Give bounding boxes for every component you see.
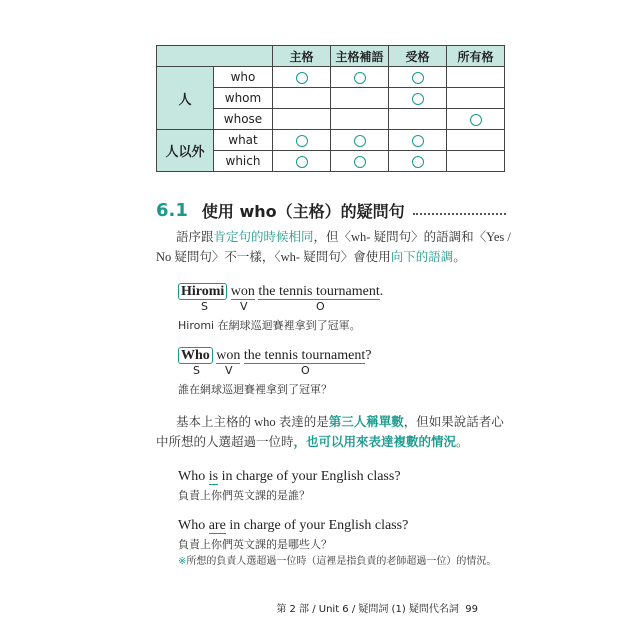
group-label: 人以外 xyxy=(157,130,214,172)
case-cell xyxy=(389,130,447,151)
section-heading xyxy=(156,198,506,222)
case-cell xyxy=(389,67,447,88)
example-1-s-label: S xyxy=(201,300,208,313)
pronoun-case-table xyxy=(156,45,505,172)
example-4-sentence xyxy=(178,518,408,534)
case-cell xyxy=(273,88,331,109)
pronoun-word: who xyxy=(214,67,273,88)
circle-mark-icon xyxy=(412,93,424,105)
example-1-sentence xyxy=(178,284,383,300)
case-cell xyxy=(447,67,505,88)
example-2-translation: 誰在網球巡迴賽裡拿到了冠軍？ xyxy=(178,383,332,396)
circle-mark-icon xyxy=(296,135,308,147)
circle-mark-icon xyxy=(354,156,366,168)
case-cell xyxy=(331,88,389,109)
section-number: 6.1 xyxy=(156,199,188,221)
intro-text-1: 語序跟 xyxy=(176,230,214,244)
header-objective: 受格 xyxy=(389,46,447,67)
case-cell xyxy=(447,88,505,109)
header-possessive: 所有格 xyxy=(447,46,505,67)
case-cell xyxy=(331,67,389,88)
example-2-object: the tennis tournament xyxy=(243,348,366,363)
case-cell xyxy=(331,109,389,130)
example-3-post: in charge of your English class? xyxy=(221,469,401,484)
example-4-note xyxy=(178,552,496,567)
example-3-pre: Who xyxy=(178,469,206,484)
circle-mark-icon xyxy=(296,156,308,168)
example-2-v-label: V xyxy=(225,364,233,377)
body2-text-3: 。 xyxy=(456,435,469,449)
body2-text-2: ，但如果說話者心中所想的人選超過一位時 xyxy=(156,415,504,449)
case-cell xyxy=(447,151,505,172)
pronoun-word: whom xyxy=(214,88,273,109)
intro-highlight-2: 向下的語調 xyxy=(390,250,454,264)
example-3-sentence xyxy=(178,469,401,485)
example-1-end: . xyxy=(379,284,384,299)
example-4-translation: 負責上你們英文課的是哪些人？ xyxy=(178,538,332,551)
circle-mark-icon xyxy=(412,135,424,147)
page-footer xyxy=(276,600,478,615)
note-mark: ※ xyxy=(178,556,187,567)
intro-paragraph xyxy=(156,227,516,267)
body2-highlight-1: 第三人稱單數 xyxy=(328,415,404,429)
body2-text-1: 基本上主格的 who 表達的是 xyxy=(176,415,329,429)
table-row xyxy=(157,67,505,88)
body-paragraph-2 xyxy=(156,412,516,452)
example-1-verb: won xyxy=(230,284,255,299)
note-text: 所想的負責人選超過一位時（這裡是指負責的老師超過一位）的情況。 xyxy=(186,556,497,567)
case-cell xyxy=(331,130,389,151)
example-2-sentence xyxy=(178,348,371,364)
pronoun-word: what xyxy=(214,130,273,151)
header-nominative: 主格 xyxy=(273,46,331,67)
table-header-row xyxy=(157,46,505,67)
example-2-o-label: O xyxy=(301,364,310,377)
circle-mark-icon xyxy=(296,72,308,84)
section-title: 使用 who（主格）的疑問句 xyxy=(201,201,405,221)
header-subject-complement: 主格補語 xyxy=(331,46,389,67)
case-cell xyxy=(389,109,447,130)
case-cell xyxy=(447,109,505,130)
intro-text-2: ，但〈wh- 疑問句〉的語調和〈Yes / No 疑問句〉不一樣，〈wh- 疑問句〉會使用 xyxy=(156,230,511,264)
example-2-end: ? xyxy=(365,348,372,363)
page-number: 99 xyxy=(465,604,478,615)
example-1-subject: Hiromi xyxy=(178,283,227,300)
case-cell xyxy=(389,88,447,109)
pronoun-word: which xyxy=(214,151,273,172)
case-cell xyxy=(389,151,447,172)
example-2-verb: won xyxy=(216,348,241,363)
example-1-translation: Hiromi 在網球巡迴賽裡拿到了冠軍。 xyxy=(178,319,361,332)
case-cell xyxy=(331,151,389,172)
example-4-pre: Who xyxy=(178,518,206,533)
case-cell xyxy=(273,67,331,88)
example-4-post: in charge of your English class? xyxy=(229,518,409,533)
example-2-subject: Who xyxy=(178,347,213,364)
table-body xyxy=(157,67,505,172)
group-label: 人 xyxy=(157,67,214,130)
intro-highlight-1: 肯定句的時候相同 xyxy=(213,230,314,244)
footer-breadcrumb: 第 2 部 / Unit 6 / 疑問詞 (1) 疑問代名詞 xyxy=(276,604,459,615)
table-row xyxy=(157,130,505,151)
example-1-o-label: O xyxy=(316,300,325,313)
example-1-object: the tennis tournament xyxy=(258,284,380,299)
circle-mark-icon xyxy=(354,72,366,84)
example-2-s-label: S xyxy=(193,364,200,377)
example-4-verb: are xyxy=(208,518,226,533)
pronoun-word: whose xyxy=(214,109,273,130)
case-cell xyxy=(273,109,331,130)
case-cell xyxy=(273,151,331,172)
circle-mark-icon xyxy=(354,135,366,147)
example-3-translation: 負責上你們英文課的是誰？ xyxy=(178,489,310,502)
intro-text-3: 。 xyxy=(453,250,466,264)
case-cell xyxy=(447,130,505,151)
heading-dotted-leader xyxy=(413,213,506,215)
example-3-verb: is xyxy=(208,469,219,484)
example-1-v-label: V xyxy=(240,300,248,313)
case-cell xyxy=(273,130,331,151)
circle-mark-icon xyxy=(412,72,424,84)
circle-mark-icon xyxy=(412,156,424,168)
table-corner-cell xyxy=(157,46,273,67)
body2-highlight-2: ，也可以用來表達複數的情況 xyxy=(293,435,457,449)
circle-mark-icon xyxy=(470,114,482,126)
